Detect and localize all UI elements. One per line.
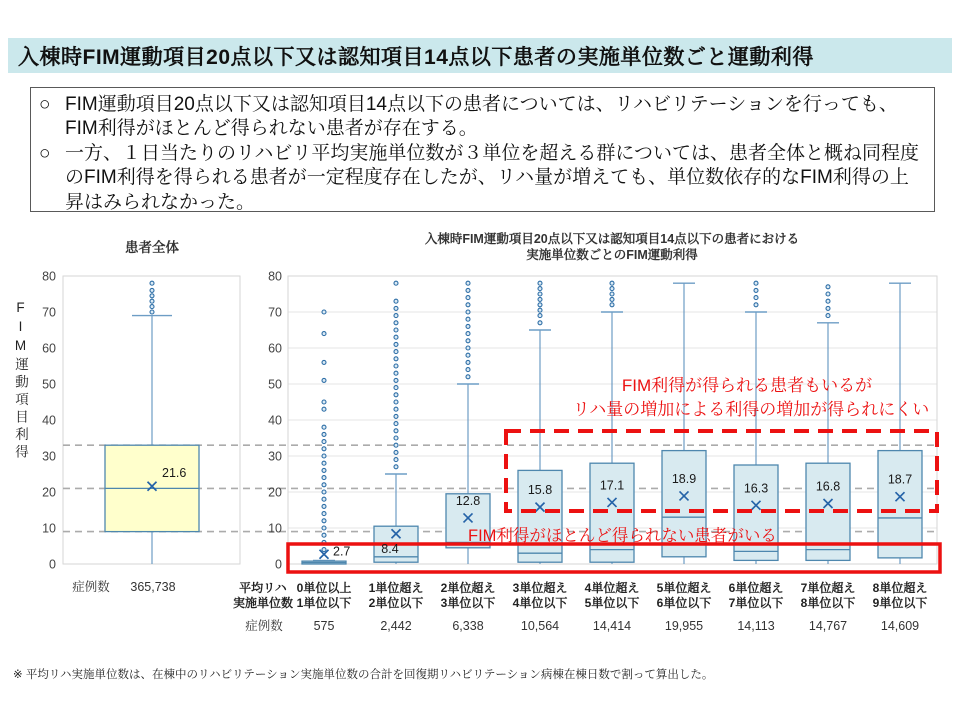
outlier-dot: [322, 476, 326, 480]
y-tick-label: 80: [42, 269, 56, 284]
count-value: 14,609: [880, 619, 920, 633]
outlier-dot: [826, 285, 830, 289]
y-tick-label: 30: [268, 449, 282, 464]
outlier-dot: [394, 429, 398, 433]
category-label-line1: 8単位超え: [872, 581, 928, 595]
count-row-label: 症例数: [245, 619, 283, 633]
outlier-dot: [394, 328, 398, 332]
summary-box: [30, 87, 935, 212]
outlier-dot: [394, 458, 398, 462]
count-value: 6,338: [452, 619, 484, 633]
y-tick-label: 60: [268, 341, 282, 356]
category-label-line2: 3単位以下: [440, 596, 496, 610]
slide-title-bar: [8, 38, 952, 73]
category-label-line1: 3単位超え: [512, 581, 568, 595]
outlier-dot: [150, 299, 154, 303]
outlier-dot: [322, 461, 326, 465]
annotation-gain-possible-2: リハ量の増加による利得の増加が得られにくい: [572, 400, 930, 419]
outlier-dot: [150, 305, 154, 309]
category-label-line2: 1単位以下: [296, 596, 352, 610]
y-tick-label: 70: [42, 305, 56, 320]
summary-bullet-2: [39, 142, 924, 215]
mean-value-label: 16.3: [743, 481, 769, 496]
outlier-dot: [754, 296, 758, 300]
y-tick-label: 0: [49, 557, 56, 572]
count-value: 14,414: [592, 619, 632, 633]
outlier-dot: [394, 414, 398, 418]
outlier-dot: [466, 317, 470, 321]
outlier-dot: [322, 360, 326, 364]
y-tick-label: 40: [42, 413, 56, 428]
mean-value-label: 15.8: [527, 483, 553, 498]
bullet-marker: ○: [39, 94, 51, 115]
outlier-dot: [322, 548, 326, 552]
category-label-line2: 5単位以下: [584, 596, 640, 610]
y-tick-label: 50: [268, 377, 282, 392]
category-label-line2: 9単位以下: [872, 596, 928, 610]
bullet-text: FIM運動項目20点以下又は認知項目14点以下の患者については、リハビリテーションを行っても、FIM利得がほとんど得られない患者が存在する。: [65, 94, 898, 140]
outlier-dot: [466, 324, 470, 328]
count-value: 10,564: [520, 619, 560, 633]
outlier-dot: [394, 436, 398, 440]
outlier-dot: [322, 454, 326, 458]
outlier-dot: [322, 497, 326, 501]
outlier-dot: [394, 299, 398, 303]
outlier-dot: [466, 310, 470, 314]
x-axis-row-label-line1: 平均リハ: [239, 581, 287, 595]
category-label-line1: 1単位超え: [368, 581, 424, 595]
outlier-dot: [394, 443, 398, 447]
outlier-dot: [466, 339, 470, 343]
outlier-dot: [538, 292, 542, 296]
outlier-dot: [322, 504, 326, 508]
outlier-dot: [394, 400, 398, 404]
y-tick-label: 60: [42, 341, 56, 356]
outlier-dot: [610, 281, 614, 285]
outlier-dot: [394, 281, 398, 285]
outlier-dot: [322, 468, 326, 472]
summary-bullet-1: [39, 93, 924, 142]
y-tick-label: 20: [268, 485, 282, 500]
y-tick-label: 30: [42, 449, 56, 464]
y-tick-label: 10: [42, 521, 56, 536]
category-label-line2: 2単位以下: [368, 596, 424, 610]
outlier-dot: [394, 342, 398, 346]
outlier-dot: [322, 425, 326, 429]
outlier-dot: [538, 308, 542, 312]
outlier-dot: [394, 321, 398, 325]
mean-value-label: 18.7: [887, 472, 913, 487]
outlier-dot: [538, 287, 542, 291]
outlier-dot: [322, 483, 326, 487]
outlier-dot: [394, 314, 398, 318]
annotation-gain-possible-1: FIM利得が得られる患者もいるが: [621, 376, 873, 395]
outlier-dot: [322, 310, 326, 314]
outlier-dot: [394, 350, 398, 354]
category-label-line1: 6単位超え: [728, 581, 784, 595]
outlier-dot: [322, 519, 326, 523]
red-dashed-rect-high-units: [506, 431, 937, 511]
outlier-dot: [466, 375, 470, 379]
outlier-dot: [754, 303, 758, 307]
outlier-dot: [538, 297, 542, 301]
page-title: 入棟時FIM運動項目20点以下又は認知項目14点以下患者の実施単位数ごと運動利得: [18, 45, 814, 69]
outlier-dot: [394, 371, 398, 375]
category-label-line2: 7単位以下: [728, 596, 784, 610]
outlier-dot: [150, 281, 154, 285]
x-axis-row-label-line2: 実施単位数: [232, 596, 294, 610]
y-tick-label: 40: [268, 413, 282, 428]
category-label-line2: 4単位以下: [512, 596, 568, 610]
count-value: 14,113: [737, 619, 775, 633]
outlier-dot: [394, 378, 398, 382]
footnote: ※ 平均リハ実施単位数は、在棟中のリハビリテーション実施単位数の合計を回復期リハビリテーション病棟在棟日数で割って算出した。: [13, 669, 714, 681]
outlier-dot: [322, 533, 326, 537]
y-tick-label: 80: [268, 269, 282, 284]
outlier-dot: [394, 335, 398, 339]
outlier-dot: [322, 447, 326, 451]
outlier-dot: [466, 332, 470, 336]
category-label-line2: 6単位以下: [656, 596, 712, 610]
mean-value-label: 18.9: [671, 471, 697, 486]
box: [878, 451, 922, 558]
outlier-dot: [394, 386, 398, 390]
outlier-dot: [610, 287, 614, 291]
outlier-dot: [322, 490, 326, 494]
bullet-text: 一方、１日当たりのリハビリ平均実施単位数が３単位を超える群については、患者全体と概ね同程度のFIM利得を得られる患者が一定程度存在したが、リハ量が増えても、単位数依存的なFIM利得の上昇はみられなかった。: [65, 142, 920, 213]
outlier-dot: [322, 407, 326, 411]
outlier-dot: [394, 364, 398, 368]
category-label-line2: 8単位以下: [800, 596, 856, 610]
outlier-dot: [466, 353, 470, 357]
outlier-dot: [322, 526, 326, 530]
count-value: 575: [313, 619, 335, 633]
outlier-dot: [538, 281, 542, 285]
bullet-marker: ○: [39, 142, 51, 164]
outlier-dot: [394, 450, 398, 454]
y-tick-label: 70: [268, 305, 282, 320]
count-value: 14,767: [808, 619, 848, 633]
category-label-line1: 5単位超え: [656, 581, 712, 595]
mean-value-label: 2.7: [333, 544, 351, 559]
outlier-dot: [394, 393, 398, 397]
left-count-row-label: 症例数: [72, 580, 110, 594]
outlier-dot: [466, 360, 470, 364]
outlier-dot: [538, 314, 542, 318]
outlier-dot: [322, 512, 326, 516]
mean-value-label: 16.8: [815, 479, 841, 494]
category-label-line1: 0単位以上: [296, 581, 352, 595]
right-chart-title-line2: 実施単位数ごとのFIM運動利得: [526, 248, 698, 262]
right-chart-title-line1: 入棟時FIM運動項目20点以下又は認知項目14点以下の患者における: [424, 232, 800, 246]
outlier-dot: [394, 357, 398, 361]
category-label-line1: 4単位超え: [584, 581, 640, 595]
outlier-dot: [826, 292, 830, 296]
y-tick-label: 50: [42, 377, 56, 392]
left-chart-title: 患者全体: [125, 240, 179, 255]
count-value: 2,442: [380, 619, 412, 633]
mean-value-label: 12.8: [455, 493, 481, 508]
outlier-dot: [466, 288, 470, 292]
outlier-dot: [466, 346, 470, 350]
outlier-dot: [394, 465, 398, 469]
outlier-dot: [322, 400, 326, 404]
outlier-dot: [754, 288, 758, 292]
outlier-dot: [610, 297, 614, 301]
outlier-dot: [322, 378, 326, 382]
outlier-dot: [150, 310, 154, 314]
mean-value-label: 17.1: [599, 478, 625, 493]
mean-value-label: 8.4: [381, 541, 399, 556]
outlier-dot: [322, 440, 326, 444]
outlier-dot: [754, 281, 758, 285]
mean-value-label: 21.6: [162, 466, 187, 481]
outlier-dot: [826, 299, 830, 303]
outlier-dot: [538, 321, 542, 325]
annotation-no-gain: FIM利得がほとんど得られない患者がいる: [468, 527, 777, 545]
outlier-dot: [322, 332, 326, 336]
outlier-dot: [394, 306, 398, 310]
outlier-dot: [466, 303, 470, 307]
outlier-dot: [826, 306, 830, 310]
y-tick-label: 20: [42, 485, 56, 500]
category-label-line1: 7単位超え: [800, 581, 856, 595]
y-tick-label: 0: [275, 557, 282, 572]
outlier-dot: [610, 303, 614, 307]
y-axis-title: FIM運動項目利得: [13, 300, 28, 462]
outlier-dot: [538, 303, 542, 307]
left-count-value: 365,738: [130, 580, 176, 594]
outlier-dot: [394, 407, 398, 411]
outlier-dot: [150, 288, 154, 292]
outlier-dot: [466, 368, 470, 372]
outlier-dot: [150, 294, 154, 298]
outlier-dot: [322, 432, 326, 436]
outlier-dot: [610, 292, 614, 296]
category-label-line1: 2単位超え: [440, 581, 496, 595]
count-value: 19,955: [664, 619, 704, 633]
y-tick-label: 10: [268, 521, 282, 536]
outlier-dot: [466, 296, 470, 300]
outlier-dot: [826, 314, 830, 318]
outlier-dot: [394, 422, 398, 426]
outlier-dot: [466, 281, 470, 285]
